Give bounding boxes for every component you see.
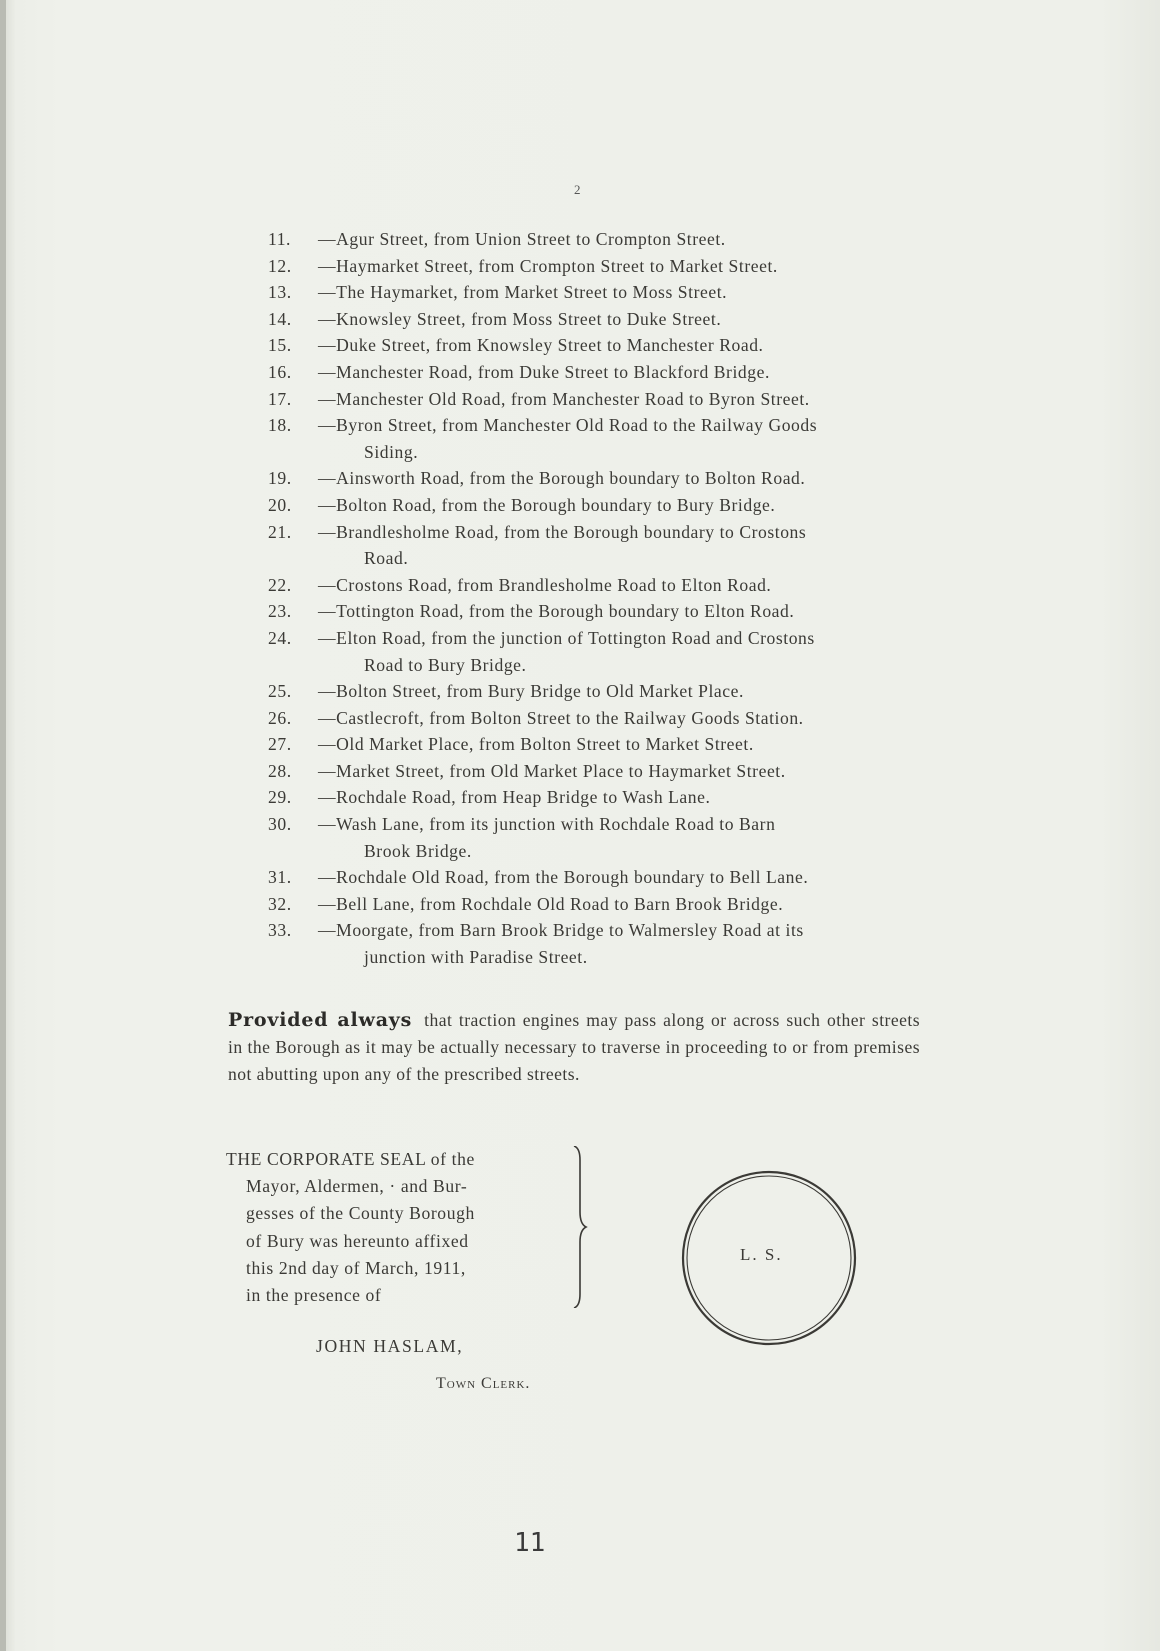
- street-item: [268, 917, 938, 970]
- attestation-line: THE CORPORATE SEAL of the: [226, 1149, 475, 1169]
- street-description: [318, 598, 938, 625]
- street-item: [268, 253, 938, 280]
- street-text: —Tottington Road, from the Borough boundary to Elton Road.: [318, 601, 795, 622]
- street-number: 13.: [268, 282, 292, 303]
- street-item: [268, 279, 938, 306]
- street-text: —Crostons Road, from Brandlesholme Road to Elton Road.: [318, 574, 772, 595]
- street-description: [318, 412, 938, 465]
- street-text: —Manchester Old Road, from Manchester Road to Byron Street.: [318, 388, 810, 409]
- street-list: [268, 226, 938, 971]
- street-item: [268, 492, 938, 519]
- street-description: [318, 226, 938, 253]
- street-continuation: Brook Bridge.: [364, 840, 472, 861]
- street-description: [318, 864, 938, 891]
- street-text: —Ainsworth Road, from the Borough boundary to Bolton Road.: [318, 468, 806, 489]
- street-number: 23.: [268, 601, 292, 622]
- street-text: —Agur Street, from Union Street to Crompton Street.: [318, 229, 726, 249]
- attestation-line: in the presence of: [246, 1285, 382, 1306]
- signer-name: JOHN HASLAM,: [316, 1336, 464, 1356]
- street-text: —The Haymarket, from Market Street to Moss Street.: [318, 282, 728, 303]
- street-description: [318, 784, 938, 811]
- street-text: —Moorgate, from Barn Brook Bridge to Walmersley Road at its: [318, 920, 804, 941]
- street-number: 18.: [268, 415, 292, 436]
- street-number: 32.: [268, 893, 292, 914]
- signer-title: Town Clerk.: [436, 1375, 531, 1392]
- proviso-lead: Provided always: [228, 1009, 413, 1031]
- street-number: 14.: [268, 308, 292, 329]
- street-item: [268, 598, 938, 625]
- street-continuation: Siding.: [364, 441, 419, 462]
- street-number: 33.: [268, 920, 292, 941]
- proviso-text: that traction engines may pass along or across such other streets in the Borough as it may be actually necessary to traverse in proceeding to or from premises not abutting upon any of the prescribed streets.: [228, 1010, 920, 1084]
- street-number: 27.: [268, 734, 292, 755]
- street-description: [318, 705, 938, 732]
- street-item: [268, 465, 938, 492]
- street-description: [318, 625, 938, 678]
- street-text: —Duke Street, from Knowsley Street to Manchester Road.: [318, 335, 764, 356]
- street-description: [318, 279, 938, 306]
- street-description: [318, 253, 938, 280]
- street-continuation: Road to Bury Bridge.: [364, 654, 527, 675]
- attestation-line: of Bury was hereunto affixed: [246, 1230, 469, 1251]
- street-number: 31.: [268, 867, 292, 888]
- street-text: —Knowsley Street, from Moss Street to Duke Street.: [318, 308, 722, 329]
- street-text: —Old Market Place, from Bolton Street to Market Street.: [318, 734, 754, 755]
- street-continuation: junction with Paradise Street.: [364, 947, 588, 968]
- street-text: —Elton Road, from the junction of Tottington Road and Crostons: [318, 627, 815, 648]
- street-item: [268, 386, 938, 413]
- street-description: [318, 811, 938, 864]
- street-text: —Brandlesholme Road, from the Borough boundary to Crostons: [318, 521, 807, 542]
- street-text: —Wash Lane, from its junction with Rochdale Road to Barn: [318, 814, 776, 835]
- street-description: [318, 731, 938, 758]
- street-number: 28.: [268, 760, 292, 781]
- curly-brace: [572, 1146, 588, 1308]
- street-description: [318, 332, 938, 359]
- header-page-number: 2: [574, 182, 581, 197]
- street-number: 24.: [268, 627, 292, 648]
- street-text: —Bolton Street, from Bury Bridge to Old Market Place.: [318, 681, 744, 702]
- street-description: [318, 519, 938, 572]
- street-number: 29.: [268, 787, 292, 808]
- street-description: [318, 386, 938, 413]
- seal-label: L. S.: [740, 1245, 783, 1264]
- street-description: [318, 492, 938, 519]
- attestation-line: gesses of the County Borough: [246, 1203, 475, 1224]
- street-text: —Haymarket Street, from Crompton Street to Market Street.: [318, 255, 778, 276]
- street-number: 22.: [268, 574, 292, 595]
- street-continuation: Road.: [364, 548, 409, 569]
- footer-page-number: 11: [514, 1528, 546, 1558]
- street-description: [318, 917, 938, 970]
- street-item: [268, 811, 938, 864]
- street-description: [318, 678, 938, 705]
- street-text: —Bolton Road, from the Borough boundary to Bury Bridge.: [318, 494, 776, 515]
- street-text: —Bell Lane, from Rochdale Old Road to Barn Brook Bridge.: [318, 893, 784, 914]
- street-number: 19.: [268, 468, 292, 489]
- proviso-paragraph: [228, 1007, 920, 1088]
- street-description: [318, 306, 938, 333]
- street-item: [268, 625, 938, 678]
- attestation-line: Mayor, Aldermen, · and Bur-: [246, 1176, 468, 1197]
- street-item: [268, 784, 938, 811]
- street-number: 26.: [268, 707, 292, 728]
- street-item: [268, 678, 938, 705]
- street-text: —Rochdale Old Road, from the Borough boundary to Bell Lane.: [318, 867, 809, 888]
- street-number: 25.: [268, 681, 292, 702]
- street-text: —Byron Street, from Manchester Old Road to the Railway Goods: [318, 415, 818, 436]
- street-number: 11.: [268, 229, 291, 249]
- street-text: —Manchester Road, from Duke Street to Blackford Bridge.: [318, 361, 770, 382]
- binding-spine: [0, 0, 6, 1651]
- street-description: [318, 758, 938, 785]
- attestation-line: this 2nd day of March, 1911,: [246, 1257, 466, 1278]
- street-description: [318, 359, 938, 386]
- attestation-block: [226, 1146, 576, 1309]
- street-item: [268, 758, 938, 785]
- street-description: [318, 572, 938, 599]
- street-description: [318, 891, 938, 918]
- street-number: 12.: [268, 255, 292, 276]
- street-item: [268, 705, 938, 732]
- street-number: 17.: [268, 388, 292, 409]
- street-text: —Rochdale Road, from Heap Bridge to Wash Lane.: [318, 787, 711, 808]
- street-item: [268, 306, 938, 333]
- street-item: [268, 572, 938, 599]
- street-text: —Market Street, from Old Market Place to Haymarket Street.: [318, 760, 786, 781]
- street-number: 30.: [268, 814, 292, 835]
- street-item: [268, 332, 938, 359]
- street-item: [268, 519, 938, 572]
- street-number: 15.: [268, 335, 292, 356]
- street-item: [268, 412, 938, 465]
- street-number: 20.: [268, 494, 292, 515]
- street-number: 21.: [268, 521, 292, 542]
- street-item: [268, 864, 938, 891]
- street-description: [318, 465, 938, 492]
- street-item: [268, 359, 938, 386]
- street-item: [268, 226, 938, 253]
- street-number: 16.: [268, 361, 292, 382]
- street-text: —Castlecroft, from Bolton Street to the Railway Goods Station.: [318, 707, 804, 728]
- street-item: [268, 891, 938, 918]
- street-item: [268, 731, 938, 758]
